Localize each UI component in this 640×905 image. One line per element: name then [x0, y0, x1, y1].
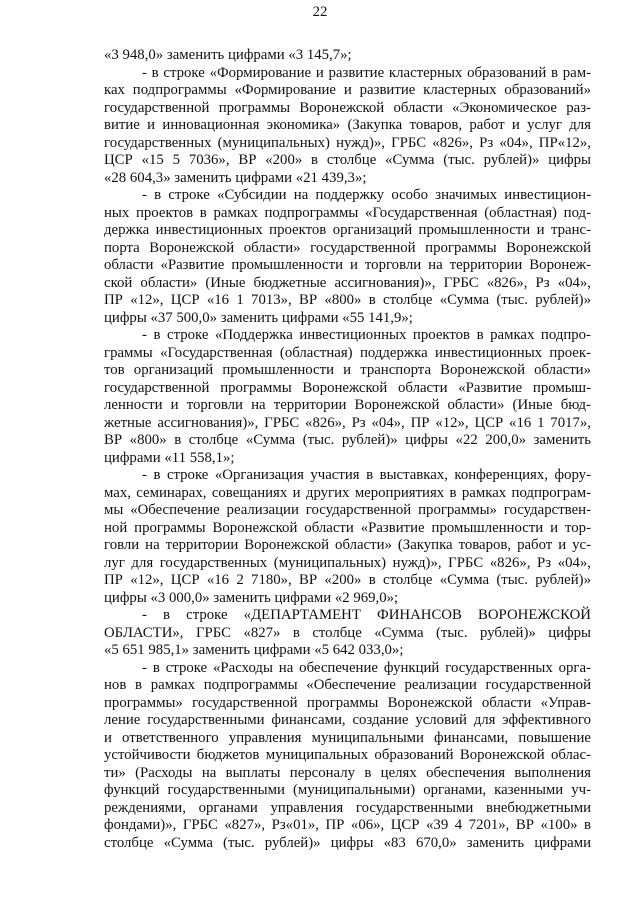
- text-line: граммы «Государственная (областная) поддержка инвестиционных проек-: [104, 344, 591, 361]
- text-line: витие и инновационная экономика» (Закупка товаров, работ и услуг для: [104, 117, 591, 133]
- text-line: мах, семинарах, совещаниях и других мероприятиях в рамках подпрограм-: [104, 484, 591, 501]
- amendment-paragraph: [104, 607, 591, 660]
- amendment-paragraph: [104, 327, 591, 467]
- text-line: ПР «12», ЦСР «16 1 7013», ВР «800» в столбце «Сумма (тыс. рублей)»: [104, 292, 591, 308]
- amendment-paragraph: [104, 65, 591, 188]
- text-line: ти» (Расходы на выплаты персоналу в целях обеспечения выполнения: [104, 764, 591, 781]
- text-line: луг для государственных (муниципальных) нужд)», ГРБС «826», Рз «04»,: [104, 554, 591, 571]
- document-body: [104, 47, 591, 852]
- text-line: «3 948,0» заменить цифрами «3 145,7»;: [104, 47, 352, 63]
- continued-paragraph: [104, 47, 591, 65]
- text-line: реждениями, органами управления государственными внебюджетными: [104, 799, 591, 816]
- text-line: функций государственными (муниципальными) органами, казенными уч-: [104, 782, 591, 798]
- text-line: ках подпрограммы «Формирование и развитие кластерных образований»: [104, 82, 591, 98]
- text-line: и ответственного управления муниципальными финансами, повышение: [104, 729, 591, 746]
- text-line: ОБЛАСТИ», ГРБС «827» в столбце «Сумма (тыс. рублей)» цифры: [104, 624, 591, 641]
- text-line: ной программы Воронежской области «Развитие промышленности и тор-: [104, 519, 591, 536]
- text-line: государственной программы Воронежской области «Развитие промыш-: [104, 379, 591, 396]
- text-line: государственной программы Воронежской области «Экономическое раз-: [104, 99, 591, 116]
- text-line: мы «Обеспечение реализации государственной программы» государствен-: [104, 502, 591, 518]
- text-line: ление государственными финансами, создание условий для эффективного: [104, 712, 591, 728]
- text-line: тов организаций промышленности и транспорта Воронежской области»: [104, 362, 591, 378]
- text-line: - в строке «Расходы на обеспечение функций государственных орга-: [142, 659, 591, 676]
- text-line: области «Развитие промышленности и торговли на территории Воронеж-: [104, 257, 591, 273]
- amendment-paragraph: [104, 467, 591, 607]
- amendment-paragraph: [104, 660, 591, 853]
- text-line: держка инвестиционных проектов организаций промышленности и транс-: [104, 222, 591, 238]
- text-line: ЦСР «15 5 7036», ВР «200» в столбце «Сумма (тыс. рублей)» цифры: [104, 152, 591, 168]
- text-line: ных проектов в рамках подпрограммы «Государственная (областная) под-: [104, 204, 591, 221]
- text-line: - в строке «Формирование и развитие кластерных образований в рам-: [142, 64, 591, 81]
- text-line: фондами)», ГРБС «827», Рз«01», ПР «06», ЦСР «39 4 7201», ВР «100» в: [104, 817, 591, 833]
- amendment-paragraph: [104, 187, 591, 327]
- text-line: порта Воронежской области» государственной программы Воронежской: [104, 239, 591, 256]
- text-line: цифры «37 500,0» заменить цифрами «55 141,9»;: [104, 309, 413, 326]
- text-line: ской области» (Иные бюджетные ассигнования)», ГРБС «826», Рз «04»,: [104, 274, 591, 291]
- text-line: жетные ассигнования)», ГРБС «826», Рз «04», ПР «12», ЦСР «16 1 7017»,: [104, 414, 591, 431]
- text-line: цифрами «11 558,1»;: [104, 449, 235, 466]
- text-line: устойчивости бюджетов муниципальных образований Воронежской облас-: [104, 747, 591, 763]
- text-line: - в строке «Субсидии на поддержку особо значимых инвестицион-: [142, 187, 591, 203]
- text-line: государственных (муниципальных) нужд)», ГРБС «826», Рз «04», ПР«12»,: [104, 134, 591, 151]
- text-line: «5 651 985,1» заменить цифрами «5 642 033,0»;: [104, 642, 404, 658]
- text-line: говли на территории Воронежской области» (Закупка товаров, работ и ус-: [104, 537, 591, 553]
- text-line: цифры «3 000,0» заменить цифрами «2 969,0»;: [104, 589, 399, 606]
- text-line: столбце «Сумма (тыс. рублей)» цифры «83 670,0» заменить цифрами: [104, 834, 591, 851]
- text-line: - в строке «Организация участия в выставках, конференциях, фору-: [142, 467, 591, 483]
- text-line: ленности и торговли на территории Воронежской области» (Иные бюд-: [104, 397, 591, 413]
- text-line: нов в рамках подпрограммы «Обеспечение реализации государственной: [104, 677, 591, 693]
- text-line: - в строке «Поддержка инвестиционных проектов в рамках подпро-: [142, 327, 591, 343]
- text-line: ВР «800» в столбце «Сумма (тыс. рублей)» цифры «22 200,0» заменить: [104, 432, 591, 448]
- page-number: 22: [312, 4, 328, 20]
- text-line: ПР «12», ЦСР «16 2 7180», ВР «200» в столбце «Сумма (тыс. рублей)»: [104, 572, 591, 588]
- text-line: программы» государственной программы Воронежской области «Управ-: [104, 694, 591, 711]
- text-line: «28 604,3» заменить цифрами «21 439,3»;: [104, 169, 367, 186]
- text-line: - в строке «ДЕПАРТАМЕНТ ФИНАНСОВ ВОРОНЕЖСКОЙ: [142, 607, 591, 623]
